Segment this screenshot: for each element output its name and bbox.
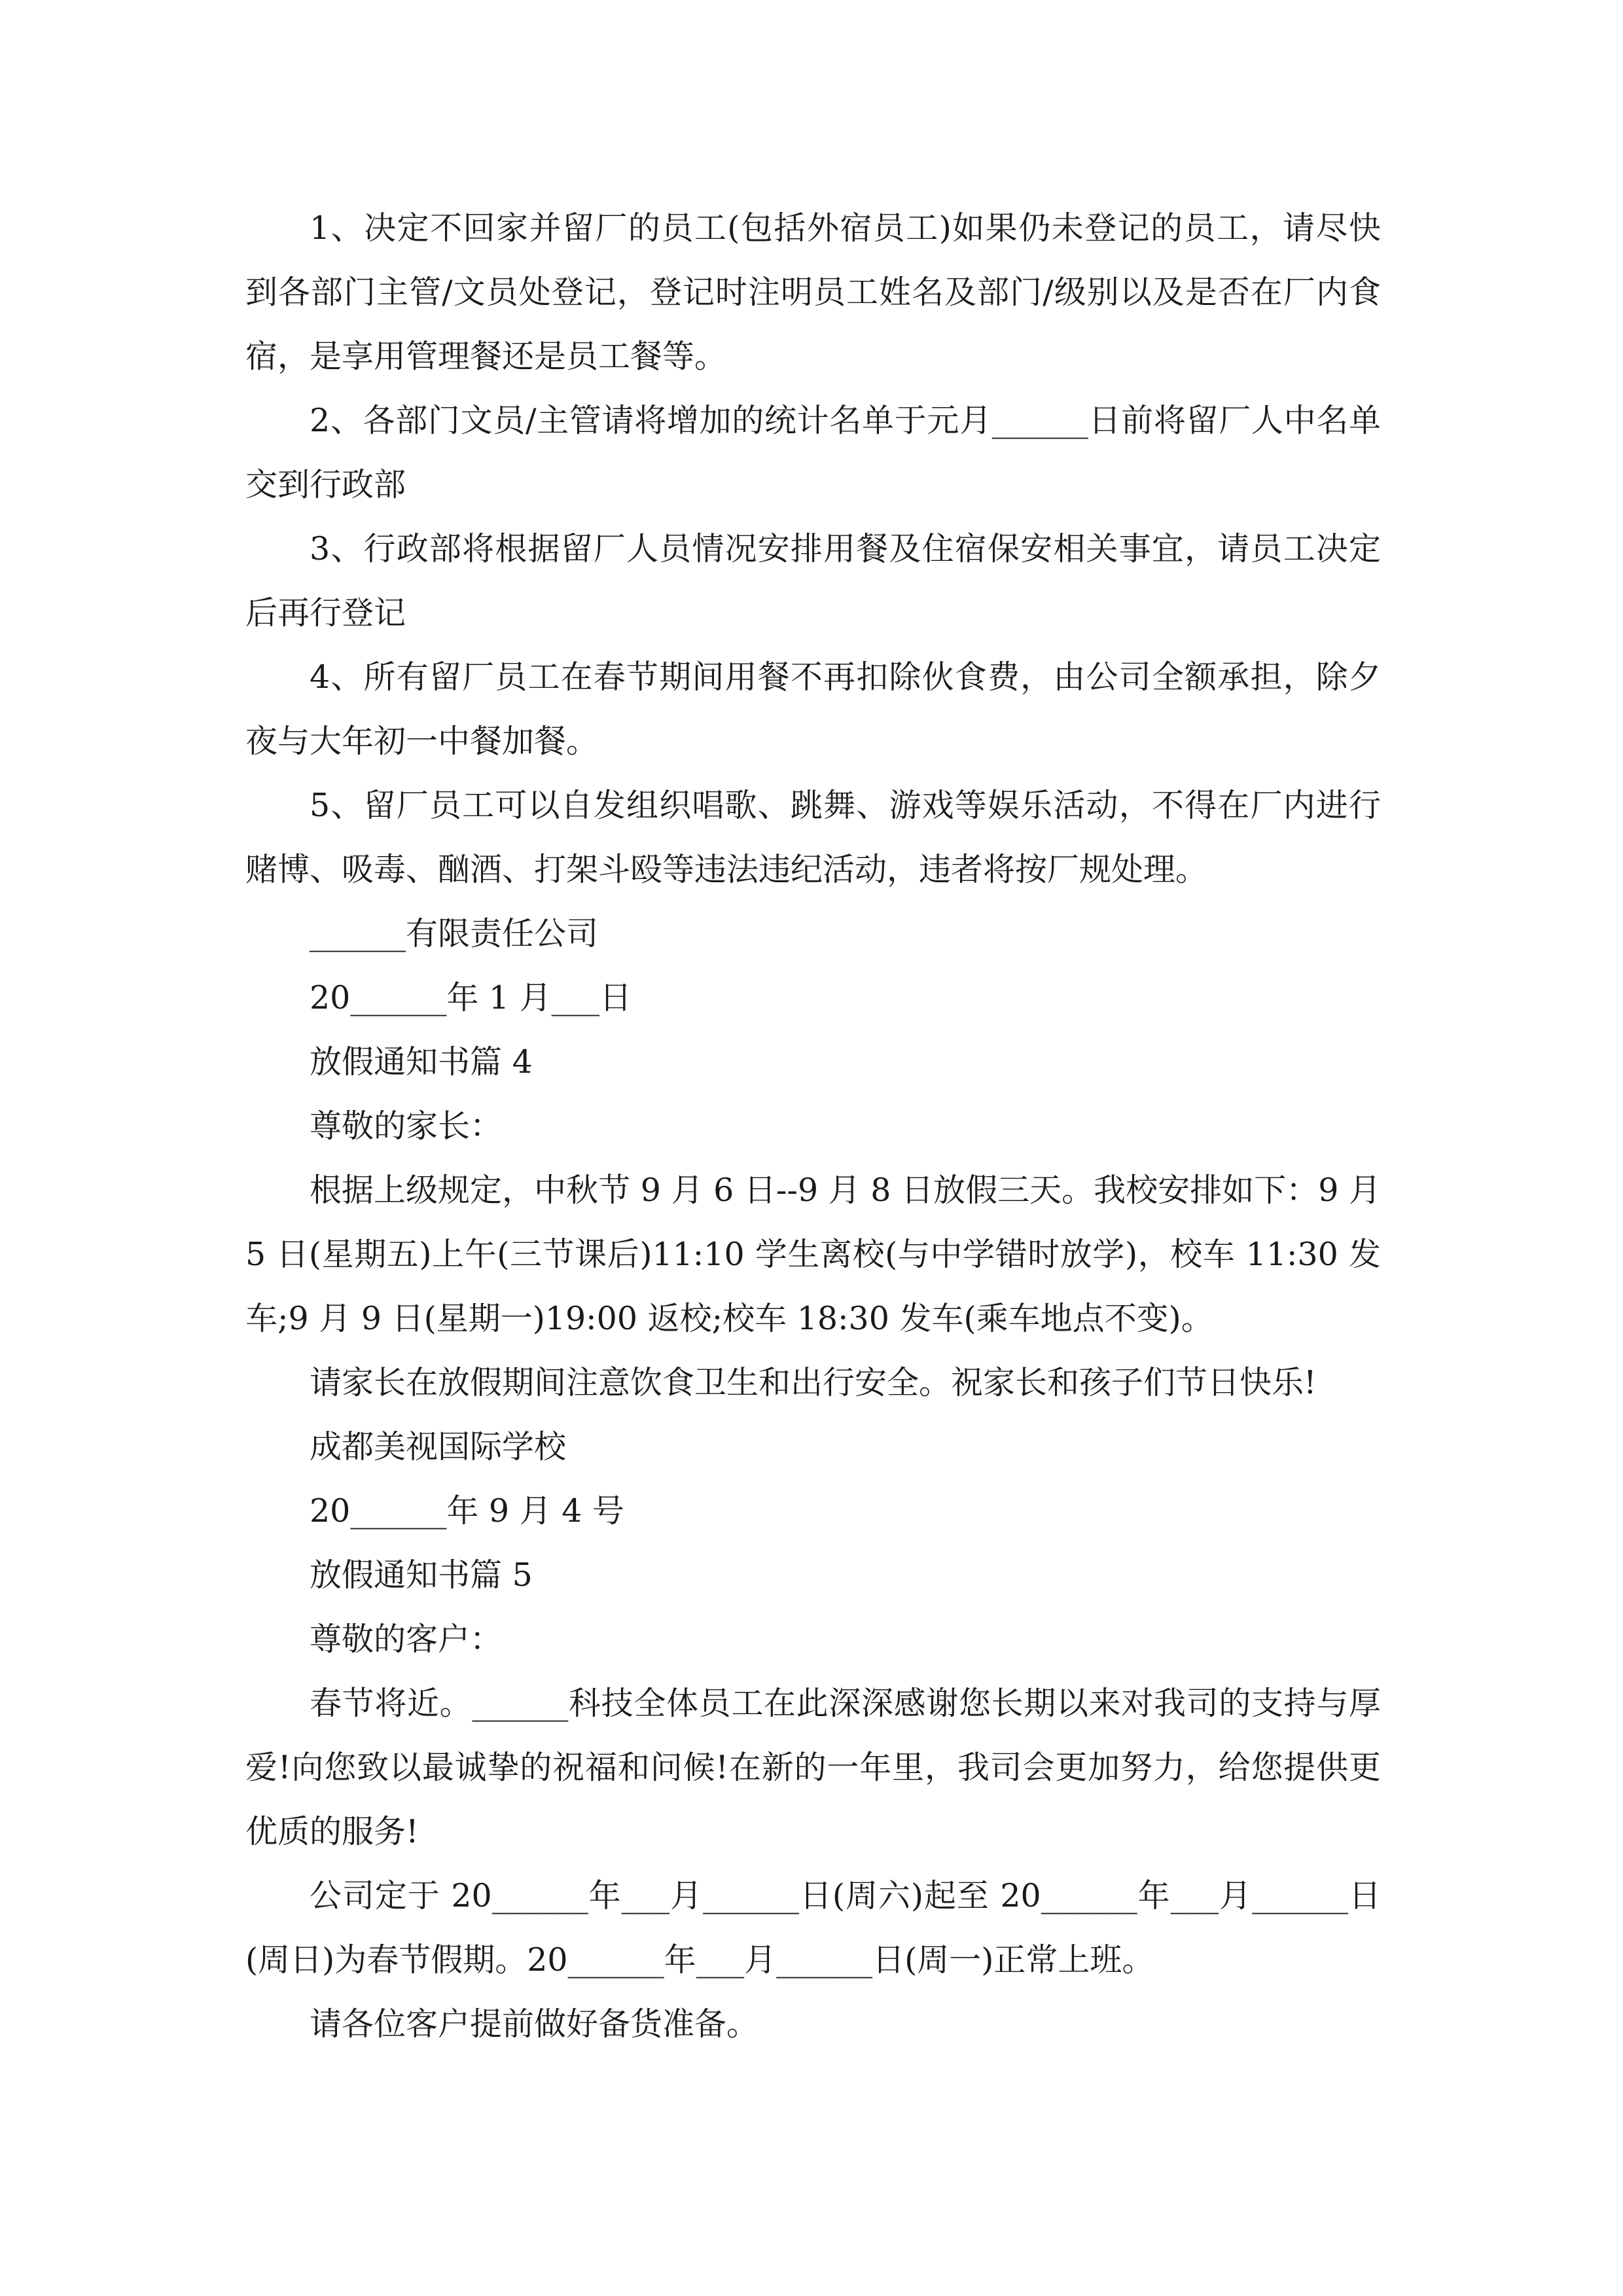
notice-date-2: 20______年 9 月 4 号 bbox=[310, 1492, 625, 1530]
section-heading-4: 放假通知书篇 4 bbox=[310, 1043, 533, 1081]
salutation-customers: 尊敬的客户： bbox=[310, 1621, 503, 1658]
paragraph-rule-3: 3、行政部将根据留厂人员情况安排用餐及住宿保安相关事宜，请员工决定后再行登记 bbox=[245, 530, 1381, 632]
notice-date-1: 20______年 1 月___日 bbox=[310, 979, 632, 1016]
paragraph-holiday-dates: 公司定于 20______年___月______日(周六)起至 20______年___月______日(周日)为春节假期。20______年___月______日(周一)正常上班。 bbox=[245, 1877, 1381, 1979]
paragraph-rule-4: 4、所有留厂员工在春节期间用餐不再扣除伙食费，由公司全额承担，除夕夜与大年初一中餐加餐。 bbox=[245, 658, 1381, 760]
paragraph-rule-2: 2、各部门文员/主管请将增加的统计名单于元月______日前将留厂人中名单交到行政部 bbox=[245, 402, 1381, 503]
company-signature: ______有限责任公司 bbox=[310, 915, 599, 952]
paragraph-safety-reminder: 请家长在放假期间注意饮食卫生和出行安全。祝家长和孩子们节日快乐! bbox=[310, 1364, 1317, 1401]
salutation-parents: 尊敬的家长： bbox=[310, 1107, 503, 1145]
paragraph-rule-1: 1、决定不回家并留厂的员工(包括外宿员工)如果仍未登记的员工，请尽快到各部门主管/文员处登记，登记时注明员工姓名及部门/级别以及是否在厂内食宿，是享用管理餐还是员工餐等。 bbox=[245, 209, 1381, 375]
paragraph-stock-reminder: 请各位客户提前做好备货准备。 bbox=[310, 2005, 759, 2043]
paragraph-greeting: 春节将近。______科技全体员工在此深深感谢您长期以来对我司的支持与厚爱!向您致以最诚挚的祝福和问候!在新的一年里，我司会更加努力，给您提供更优质的服务! bbox=[245, 1685, 1381, 1850]
paragraph-holiday-schedule: 根据上级规定，中秋节 9 月 6 日--9 月 8 日放假三天。我校安排如下：9 月 5 日(星期五)上午(三节课后)11:10 学生离校(与中学错时放学)，校车 11:30 发车;9 月 9 日(星期一)19:00 返校;校车 18:30 发车(乘车地点不变)。 bbox=[245, 1172, 1391, 1337]
document-body bbox=[245, 196, 1391, 2056]
section-heading-5: 放假通知书篇 5 bbox=[310, 1556, 533, 1594]
school-signature: 成都美视国际学校 bbox=[310, 1428, 567, 1465]
paragraph-rule-5: 5、留厂员工可以自发组织唱歌、跳舞、游戏等娱乐活动，不得在厂内进行赌博、吸毒、酗酒、打架斗殴等违法违纪活动，违者将按厂规处理。 bbox=[245, 787, 1381, 888]
